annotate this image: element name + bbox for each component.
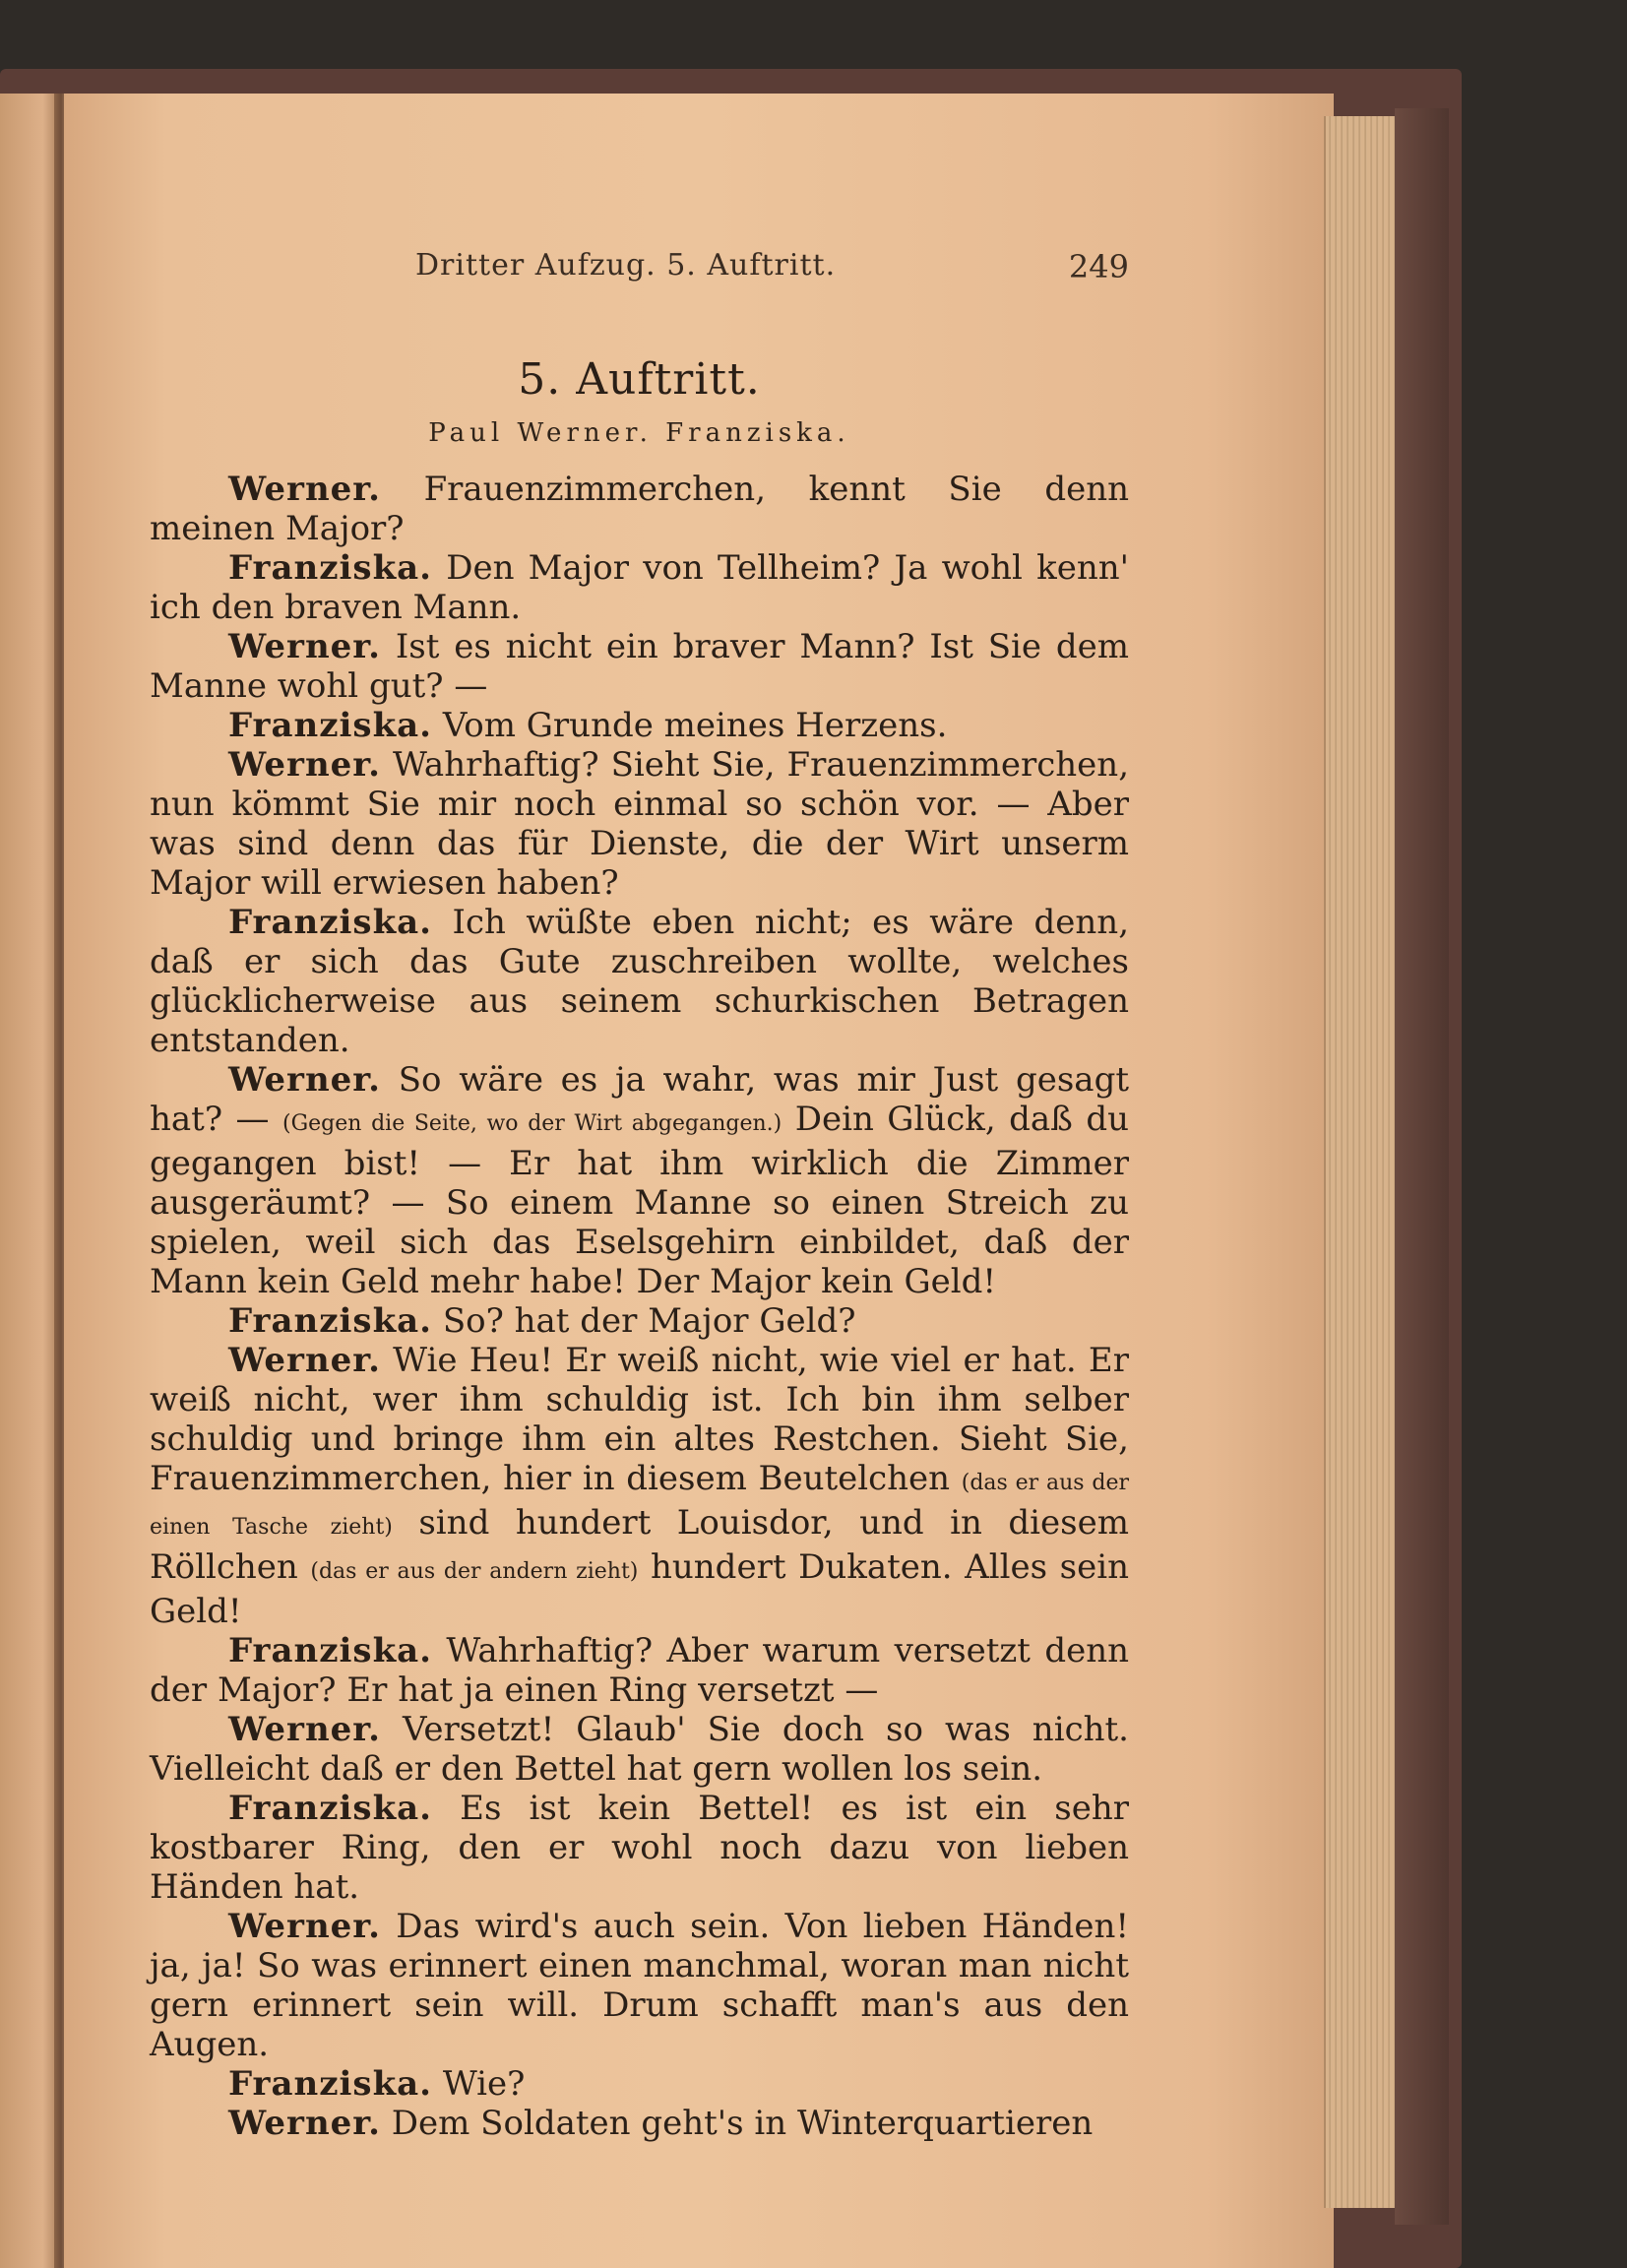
stage-direction: (das er aus der einen Tasche zieht) [150,1471,1129,1540]
dialogue-text: Dein Glück, daß du gegangen bist! — Er hat ihm wirklich die Zimmer ausgeräumt? — So einem Manne so einen Streich zu spielen, weil sich das Eselsgehirn einbildet, daß der Mann kein Geld mehr habe! Der Major kein Geld! [150,1100,1130,1301]
dialogue-body [150,470,1129,2143]
speaker-name: Werner. [228,1341,381,1380]
dialogue-line [150,1789,1129,1907]
dialogue-line [150,548,1129,627]
dialogue-line [150,1631,1129,1710]
dialogue-text: Versetzt! Glaub' Sie doch so was nicht. Vielleicht daß er den Bettel hat gern wollen los sein. [150,1710,1129,1789]
page-stack-edge [1324,116,1397,2208]
stage-direction: (Gegen die Seite, wo der Wirt abgegangen.) [282,1111,782,1136]
dialogue-line [150,470,1129,548]
dialogue-line [150,1341,1129,1631]
dialogue-line [150,1301,1129,1341]
speaker-name: Franziska. [228,2064,432,2104]
dialogue-text: Dem Soldaten geht's in Winterquartieren [391,2104,1094,2143]
dialogue-text: Den Major von Tellheim? Ja wohl kenn' ich den braven Mann. [150,548,1129,627]
dialogue-line [150,1060,1129,1301]
dialogue-text: Ich wüßte eben nicht; es wäre denn, daß er sich das Gute zuschreiben wollte, welches glücklicherweise aus seinem schurkischen Betragen entstanden. [150,903,1129,1060]
dialogue-line [150,903,1129,1060]
dialogue-text: Vom Grunde meines Herzens. [442,706,948,745]
dialogue-text: Wie? [442,2064,526,2104]
speaker-name: Werner. [228,627,381,666]
speaker-name: Werner. [228,1907,381,1946]
dialogue-text: hundert Dukaten. Alles sein Geld! [150,1547,1129,1631]
dialogue-text: So wäre es ja wahr, was mir Just gesagt hat? — [150,1060,1129,1139]
speaker-name: Werner. [228,1710,381,1749]
dialogue-line [150,745,1129,903]
dialogue-text: So? hat der Major Geld? [442,1301,856,1341]
dialogue-text: Frauenzimmerchen, kennt Sie denn meinen Major? [150,470,1129,548]
left-page-edge [0,94,61,2268]
speaker-name: Franziska. [228,1789,432,1828]
scene-title: 5. Auftritt. [518,354,761,405]
dialogue-text: sind hundert Louisdor, und in diesem Röllchen [150,1503,1129,1587]
stage-direction: (das er aus der andern zieht) [310,1559,639,1584]
page-number: 249 [1068,248,1129,285]
speaker-name: Franziska. [228,903,432,942]
dialogue-line [150,706,1129,745]
speaker-name: Werner. [228,2104,381,2143]
dialogue-text: Es ist kein Bettel! es ist ein sehr kostbarer Ring, den er wohl noch dazu von lieben Händen hat. [150,1789,1129,1907]
speaker-name: Werner. [228,745,381,785]
running-title: Dritter Aufzug. 5. Auftritt. [415,248,837,283]
dialogue-line [150,627,1129,706]
speaker-name: Franziska. [228,548,432,588]
speaker-name: Werner. [228,470,381,509]
cast-list: Paul Werner. Franziska. [428,418,850,448]
dialogue-line [150,2064,1129,2104]
speaker-name: Werner. [228,1060,381,1100]
dialogue-text: Wahrhaftig? Sieht Sie, Frauenzimmerchen, nun kömmt Sie mir noch einmal so schön vor. — Aber was sind denn das für Dienste, die der Wirt unserm Major will erwiesen haben? [150,745,1129,903]
dialogue-line [150,2104,1129,2143]
speaker-name: Franziska. [228,1631,432,1670]
running-head [150,248,1129,287]
speaker-name: Franziska. [228,706,432,745]
dialogue-line [150,1907,1129,2064]
dialogue-text: Wie Heu! Er weiß nicht, wie viel er hat. Er weiß nicht, wer ihm schuldig ist. Ich bin ihm selber schuldig und bringe ihm ein altes Restchen. Sieht Sie, Frauenzimmerchen, hier in diesem Beutelchen [150,1341,1129,1498]
cover-edge [1395,108,1449,2225]
dialogue-line [150,1710,1129,1789]
dialogue-text: Das wird's auch sein. Von lieben Händen! ja, ja! So was erinnert einen manchmal, woran man nicht gern erinnert sein will. Drum schafft man's aus den Augen. [150,1907,1130,2064]
dialogue-text: Ist es nicht ein braver Mann? Ist Sie dem Manne wohl gut? — [150,627,1130,706]
dialogue-text: Wahrhaftig? Aber warum versetzt denn der Major? Er hat ja einen Ring versetzt — [150,1631,1129,1710]
speaker-name: Franziska. [228,1301,432,1341]
